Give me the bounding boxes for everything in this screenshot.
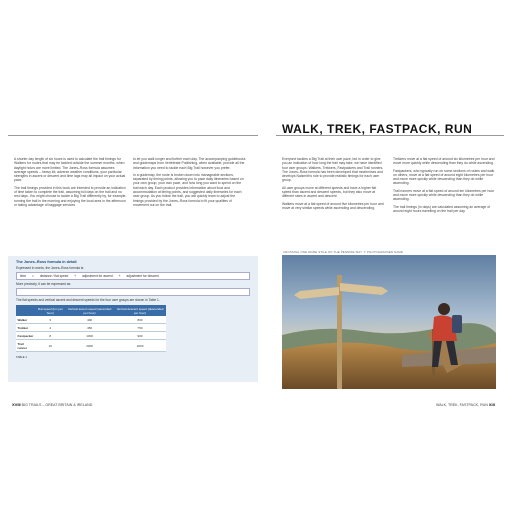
table-cell: Walker bbox=[16, 316, 35, 324]
left-column-2 bbox=[133, 157, 246, 210]
box-more-precise: More precisely, it can be expressed as: bbox=[16, 282, 72, 286]
photo bbox=[282, 255, 496, 389]
box-title: The Jones–Ross formula in detail bbox=[16, 260, 77, 264]
table-row bbox=[16, 324, 166, 332]
paragraph: The trail timings (in days) are calculated assuming an average of around eight hours travelling on the trail per day. bbox=[393, 204, 491, 213]
formula-term: distance / flat speed bbox=[39, 274, 69, 278]
left-footer bbox=[12, 402, 92, 407]
paragraph: Walkers move at a flat speed of around five kilometres per hour and move at very similar speeds while ascending and descending. bbox=[282, 201, 384, 210]
table-row bbox=[16, 316, 166, 324]
table-cell: 1300 bbox=[65, 332, 114, 340]
table-cell: 8 bbox=[35, 332, 65, 340]
box-table-intro: The flat speeds and vertical ascent and descent speeds for the four user groups are shown in Table 1. bbox=[16, 298, 160, 302]
running-footer: WALK, TREK, FASTPACK, RUN bbox=[436, 403, 488, 407]
right-footer bbox=[436, 402, 495, 407]
table-cell: 10 bbox=[35, 340, 65, 352]
page-title: WALK, TREK, FASTPACK, RUN bbox=[282, 122, 473, 136]
formula-term: = bbox=[32, 274, 34, 278]
speed-table bbox=[16, 305, 166, 352]
paragraph: Everyone tackles a Big Trail at their own pace, but in order to give you an indication of how long the trail may take, we have identified four user groups: Walkers, Trekkers, Fastpackers and Trail runners. The Jones–Ross formula has been developed that modernises and develops Naismith's rule to provide realistic timings for each user group. bbox=[282, 157, 384, 183]
formula-term: adjustment for descent bbox=[126, 274, 159, 278]
paragraph: The trail timings provided in this book are intended to provide an indication of time taken to complete the trail, assuming full days on the trail and no rest days. You might choose to tackle a Big Trail differently by, for example, running the trail in the morning and enjoying the local area in the afternoon or taking advantage of baggage services bbox=[14, 185, 127, 207]
paragraph: Trekkers move at a flat speed of around six kilometres per hour and move more quickly while descending than they do while ascending. bbox=[393, 157, 495, 166]
page-number: XVIII bbox=[12, 402, 21, 407]
left-column-1 bbox=[14, 157, 127, 210]
box-intro: Expressed in words, the Jones–Ross formula is: bbox=[16, 266, 85, 270]
table-cell: 800 bbox=[114, 316, 166, 324]
table-cell: 750 bbox=[114, 324, 166, 332]
table-cell: 2000 bbox=[114, 340, 166, 352]
table-cell: 2000 bbox=[65, 340, 114, 352]
table-cell: Trekker bbox=[16, 324, 35, 332]
paragraph: A shorter day length of six hours is used to calculate the trail timings for Walkers for routes that may be tackled outside the summer months, when daylight hours are more limited. The Jones–Ross formula assumes average speeds – heavy kit, adverse weather conditions, your particular strengths in ascent or descent and time lags may all impact on your actual pace. bbox=[14, 157, 126, 183]
formula-term: + bbox=[118, 274, 121, 278]
formula-term: adjustment for ascent bbox=[82, 274, 113, 278]
table-cell: 900 bbox=[114, 332, 166, 340]
right-column-2 bbox=[393, 157, 496, 216]
paragraph: Fastpackers, who typically run on some sections of routes and walk on others, move at a flat speed of around eight kilometres per hour and move more quickly while descending than they do while ascending. bbox=[393, 168, 495, 186]
table-cell: 400 bbox=[65, 316, 114, 324]
table-header bbox=[16, 305, 35, 316]
table-cell: 450 bbox=[65, 324, 114, 332]
formula-words bbox=[16, 272, 250, 280]
table-cell: Fastpacker bbox=[17, 333, 34, 338]
formula-term: time bbox=[20, 274, 27, 278]
table-label: TABLE 1 bbox=[16, 355, 27, 359]
right-column-1 bbox=[282, 157, 385, 213]
page-number: XIX bbox=[488, 402, 496, 407]
paragraph: All user groups move at different speeds and have a higher flat speed than ascent and descent speeds, but they also move at different rates in ascent and descent. bbox=[282, 185, 377, 199]
table-header: Vertical ascent speed (ascended per hour) bbox=[65, 305, 114, 316]
formula-precise bbox=[16, 288, 250, 296]
running-footer: BIG TRAILS – GREAT BRITAIN & IRELAND bbox=[21, 403, 93, 407]
paragraph: to let you walk longer and further each day. The accompanying guidebooks and guidemaps from Vertebrate Publishing, when available, provide all the information you need to tackle each Big Trail however you prefer. bbox=[133, 157, 246, 170]
paragraph: Trail runners move at a flat speed of around ten kilometres per hour and move more quickly while descending than they do while ascending. bbox=[393, 188, 495, 202]
formula-box bbox=[8, 256, 258, 382]
table-cell: 4 bbox=[35, 324, 65, 332]
formula-term: + bbox=[74, 274, 77, 278]
table-header: Vertical descent speed (descended per hour) bbox=[114, 305, 166, 316]
table-header: Flat speed (km per hour) bbox=[35, 305, 65, 316]
table-row bbox=[16, 340, 166, 352]
paragraph: In a guidemap, the route is broken down into manageable sections, separated by timing points, allowing you to pace daily itineraries based on your own group, your own pace, and how long you want to spend on the trail each day. Each product provides information about food and accommodation at timing points, and suggested daily itineraries for each user group. As you follow the trail, you will quickly learn to adjust the timings provided by the Jones–Ross formula to fit your qualities of movement out on the trail. bbox=[133, 172, 244, 207]
photo-caption: CROSSING ONE MORE STILE ON THE PENNINE WAY. © PHOTOGRAPHER NAME bbox=[283, 250, 404, 254]
table-cell: 3 bbox=[35, 316, 65, 324]
table-row bbox=[16, 332, 166, 340]
table-cell: Trail runner bbox=[16, 340, 35, 352]
left-top-rule bbox=[8, 135, 258, 136]
